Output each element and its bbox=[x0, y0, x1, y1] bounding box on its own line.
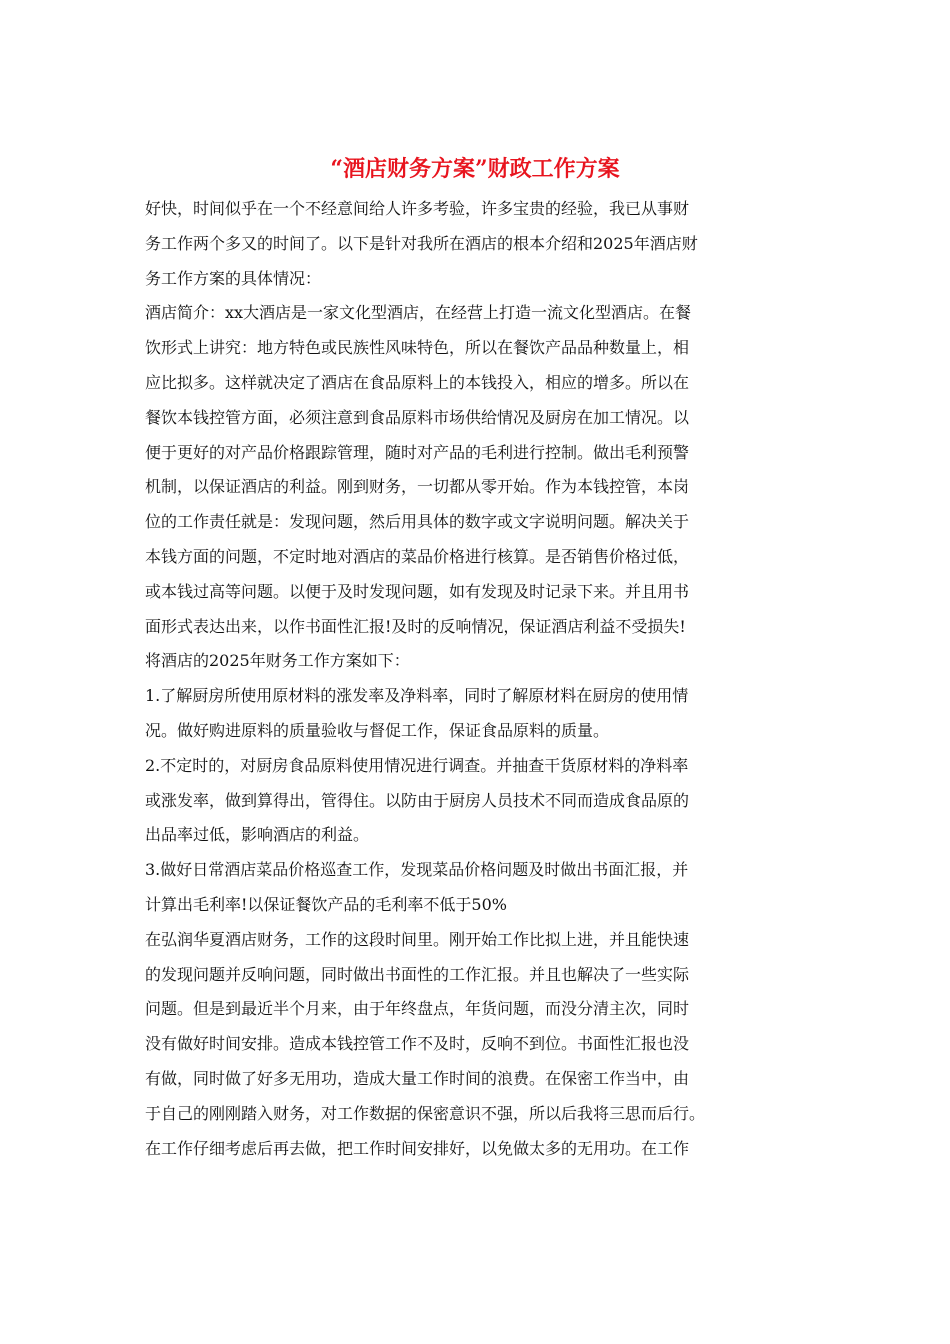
document-title: “酒店财务方案”财政工作方案 bbox=[330, 156, 620, 182]
body-line: 计算出毛利率!以保证餐饮产品的毛利率不低于50% bbox=[145, 894, 507, 914]
body-line: 况。做好购进原料的质量验收与督促工作，保证食品原料的质量。 bbox=[145, 720, 610, 740]
body-line: 或本钱过高等问题。以便于及时发现问题，如有发现及时记录下来。并且用书 bbox=[145, 581, 690, 601]
body-line: 本钱方面的问题，不定时地对酒店的菜品价格进行核算。是否销售价格过低， bbox=[145, 546, 690, 566]
body-line: 将酒店的2025年财务工作方案如下： bbox=[145, 651, 410, 671]
body-line: 便于更好的对产品价格跟踪管理，随时对产品的毛利进行控制。做出毛利预警 bbox=[145, 442, 690, 462]
body-line: 于自己的刚刚踏入财务，对工作数据的保密意识不强，所以后我将三思而后行。 bbox=[145, 1103, 706, 1123]
body-line: 饮形式上讲究：地方特色或民族性风味特色，所以在餐饮产品品种数量上，相 bbox=[145, 338, 690, 358]
body-line: 在弘润华夏酒店财务，工作的这段时间里。刚开始工作比拟上进，并且能快速 bbox=[145, 929, 690, 949]
body-line: 在工作仔细考虑后再去做，把工作时间安排好，以免做太多的无用功。在工作 bbox=[145, 1138, 690, 1158]
body-line: 的发现问题并反响问题，同时做出书面性的工作汇报。并且也解决了一些实际 bbox=[145, 964, 690, 984]
body-line: 2.不定时的，对厨房食品原料使用情况进行调查。并抽查干货原材料的净料率 bbox=[145, 755, 689, 775]
body-line: 面形式表达出来，以作书面性汇报!及时的反响情况，保证酒店利益不受损失! bbox=[145, 616, 686, 636]
body-line: 出品率过低，影响酒店的利益。 bbox=[145, 825, 370, 845]
body-line: 问题。但是到最近半个月来，由于年终盘点，年货问题，而没分清主次，同时 bbox=[145, 999, 690, 1019]
body-line: 酒店简介：xx大酒店是一家文化型酒店，在经营上打造一流文化型酒店。在餐 bbox=[145, 303, 692, 323]
document-body bbox=[145, 192, 810, 1166]
body-line: 3.做好日常酒店菜品价格巡查工作，发现菜品价格问题及时做出书面汇报，并 bbox=[145, 860, 689, 880]
body-line: 好快，时间似乎在一个不经意间给人许多考验，许多宝贵的经验，我已从事财 bbox=[145, 199, 690, 218]
body-line: 或涨发率，做到算得出，管得住。以防由于厨房人员技术不同而造成食品原的 bbox=[145, 790, 690, 810]
body-line: 机制，以保证酒店的利益。刚到财务，一切都从零开始。作为本钱控管，本岗 bbox=[145, 477, 690, 497]
body-line: 1.了解厨房所使用原材料的涨发率及净料率，同时了解原材料在厨房的使用情 bbox=[145, 686, 689, 706]
body-line: 没有做好时间安排。造成本钱控管工作不及时，反响不到位。书面性汇报也没 bbox=[145, 1034, 690, 1054]
body-line: 位的工作责任就是：发现问题，然后用具体的数字或文字说明问题。解决关于 bbox=[145, 512, 690, 532]
body-line: 务工作方案的具体情况： bbox=[145, 268, 322, 288]
body-line: 务工作两个多又的时间了。以下是针对我所在酒店的根本介绍和2025年酒店财 bbox=[145, 233, 698, 253]
body-line: 餐饮本钱控管方面，必须注意到食品原料市场供给情况及厨房在加工情况。以 bbox=[145, 407, 690, 427]
body-line: 应比拟多。这样就决定了酒店在食品原料上的本钱投入，相应的增多。所以在 bbox=[145, 372, 690, 392]
body-line: 有做，同时做了好多无用功，造成大量工作时间的浪费。在保密工作当中，由 bbox=[145, 1068, 690, 1088]
